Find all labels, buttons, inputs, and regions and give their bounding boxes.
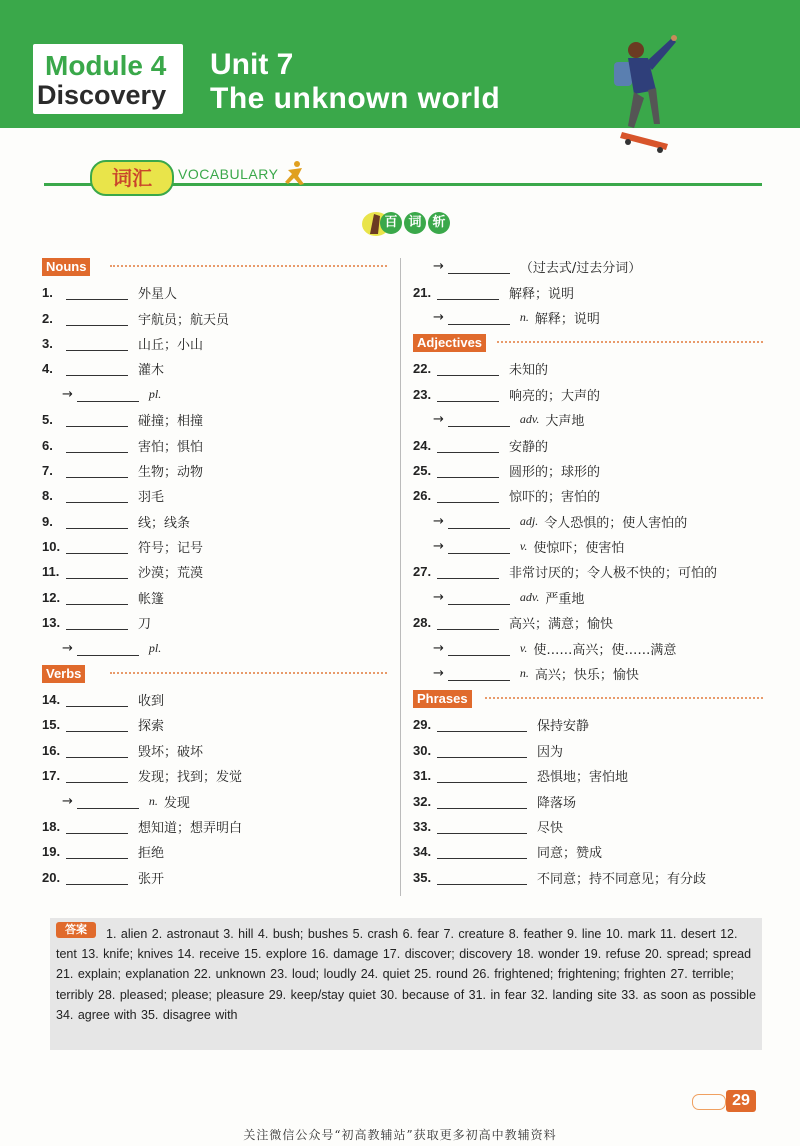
item-number: 30. [413,742,432,758]
answer-blank[interactable] [448,539,510,554]
item-number: 6. [42,437,53,453]
chinese-meaning: 不同意；持不同意见；有分歧 [537,871,707,887]
answer-blank[interactable] [66,768,128,783]
chinese-meaning: 因为 [537,744,564,760]
vocab-item [42,585,387,610]
section-phrases [413,688,763,706]
vocab-item [42,865,387,890]
section-label: Verbs [42,665,85,683]
chinese-meaning: 高兴；满意；愉快 [509,617,614,633]
item-number: 14. [42,692,61,708]
answer-blank[interactable] [448,590,510,605]
derived-form-item [413,509,763,534]
answer-blank[interactable] [66,311,128,326]
item-number: 18. [42,819,61,834]
chinese-meaning: 山丘；小山 [138,337,204,353]
item-number: 27. [413,564,432,580]
chinese-meaning: 线；线条 [138,515,191,531]
answer-blank[interactable] [66,361,128,376]
derived-form-item [42,382,387,407]
page-number-badge [692,1090,760,1114]
chinese-meaning: 严重地 [545,591,585,607]
derived-form-item [413,635,763,660]
item-number: 9. [42,513,53,529]
answer-blank[interactable] [448,641,510,656]
derived-form-item [413,661,763,686]
arrow-icon: → [433,640,444,656]
part-of-speech: pl. [148,640,162,655]
vocab-item [42,559,387,584]
answer-label: 答案 [56,922,96,938]
vocab-item [413,458,763,483]
item-number: 28. [413,615,432,631]
answer-blank[interactable] [66,539,128,554]
item-number: 33. [413,819,432,834]
vocab-item [42,610,387,635]
vocab-item [413,814,763,839]
chinese-meaning: 碰撞；相撞 [138,414,204,430]
item-number: 4. [42,361,53,377]
column-divider [400,258,401,896]
answer-blank[interactable] [448,412,510,427]
item-number: 17. [42,768,61,784]
arrow-icon: → [433,666,444,682]
right-column [413,254,763,890]
chinese-meaning: 惊吓的；害怕的 [509,490,601,506]
answer-blank[interactable] [437,870,527,885]
item-number: 25. [413,462,432,478]
answer-blank[interactable] [66,438,128,453]
chinese-meaning: 张开 [138,871,165,887]
page-decoration [692,1094,726,1110]
answer-blank[interactable] [66,590,128,605]
adjectives-list [413,356,763,686]
item-number: 12. [42,589,61,605]
chinese-meaning: 发现；找到；发觉 [138,770,243,786]
item-number: 7. [42,462,53,478]
vocab-item [413,763,763,788]
footer-watermark: 关注微信公众号“初高教辅站”获取更多初高中教辅资料 [243,1128,557,1142]
derived-form-item [413,305,763,330]
answer-blank[interactable] [437,438,499,453]
vocab-item [42,814,387,839]
chinese-meaning: （过去式/过去分词） [519,261,642,277]
page-number: 29 [726,1090,756,1112]
answer-blank[interactable] [77,387,139,402]
section-label: Nouns [42,258,90,276]
arrow-icon: → [62,640,73,656]
arrow-icon: → [62,386,73,402]
chinese-meaning: 宇航员；航天员 [138,312,230,328]
chinese-meaning: 灌木 [138,363,165,379]
answer-blank[interactable] [77,794,139,809]
answer-blank[interactable] [437,794,527,809]
chinese-meaning: 符号；记号 [138,541,204,557]
answer-blank[interactable] [437,387,499,402]
chinese-meaning: 非常讨厌的；令人极不快的；可怕的 [509,566,718,582]
part-of-speech: pl. [148,386,162,401]
item-number: 19. [42,844,61,860]
chinese-meaning: 圆形的；球形的 [509,464,601,480]
chinese-meaning: 毁坏；破坏 [138,744,204,760]
vocabulary-cn-label: 词汇 [90,160,174,196]
baicizhan-char: 词 [404,212,426,234]
answer-blank[interactable] [437,463,499,478]
answer-blank[interactable] [437,844,527,859]
section-nouns [42,256,387,274]
answer-blank[interactable] [66,717,128,732]
vocab-item [413,483,763,508]
derived-form-item [413,534,763,559]
item-number: 34. [413,844,432,860]
chinese-meaning: 高兴；快乐；愉快 [534,668,639,684]
item-number: 13. [42,615,61,631]
item-number: 1. [42,285,53,301]
chinese-meaning: 恐惧地；害怕地 [537,770,629,786]
derived-form-item [413,254,763,279]
answer-text: 1. alien 2. astronaut 3. hill 4. bush; bushes 5. crash 6. fear 7. creature 8. feather 9. line 10. mark 11. desert 12. tent 13. knife; knives 14. receive 15. explore 16. damage 17. discover; discovery 18. wonder 19. refuse 20. spread; spread 21. explain; explanation 22. unknown 23. loud; loudly 24. quiet 25. round 26. frightened; frightening; frighten 27. terrible; terribly 28. pleased; please; pleasure 29. keep/stay quiet 30. because of 31. in fear 32. landing site 33. as soon as possible 34. agree with 35. disagree with [56,927,756,1022]
item-number: 23. [413,386,432,402]
verbs-list [42,687,387,890]
nouns-list [42,280,387,661]
chinese-meaning: 未知的 [509,363,549,379]
part-of-speech: n. [148,793,158,808]
chinese-meaning: 解释；说明 [509,286,575,302]
vocab-item [413,610,763,635]
answer-blank[interactable] [437,768,527,783]
chinese-meaning: 降落场 [537,795,577,811]
item-number: 31. [413,768,432,784]
answer-blank[interactable] [437,488,499,503]
answer-blank[interactable] [448,259,510,274]
answer-blank[interactable] [448,310,510,325]
chinese-meaning: 刀 [138,617,152,633]
answer-blank[interactable] [437,615,499,630]
item-number: 3. [42,335,53,351]
answer-blank[interactable] [437,819,527,834]
derived-form-item [42,788,387,813]
vocab-item [413,356,763,381]
arrow-icon: → [433,309,444,325]
continued-list [413,254,763,330]
answer-blank[interactable] [66,692,128,707]
unit-title: The unknown world [210,82,501,115]
chinese-meaning: 探索 [138,719,165,735]
vocab-item [42,407,387,432]
part-of-speech: adv. [519,412,540,427]
answer-blank[interactable] [66,514,128,529]
module-title: Discovery [37,80,167,110]
vocab-item [42,458,387,483]
vocab-item [42,534,387,559]
answer-blank[interactable] [66,285,128,300]
arrow-icon: → [433,539,444,555]
answer-blank[interactable] [66,844,128,859]
arrow-icon: → [433,412,444,428]
vocab-item [42,432,387,457]
vocab-item [42,331,387,356]
answer-blank[interactable] [66,336,128,351]
section-label: Adjectives [413,334,486,352]
answer-blank[interactable] [66,488,128,503]
answer-blank[interactable] [66,870,128,885]
vocab-item [42,305,387,330]
chinese-meaning: 保持安静 [537,719,590,735]
item-number: 10. [42,539,61,555]
item-number: 24. [413,437,432,453]
vocab-item [42,763,387,788]
item-number: 20. [42,869,61,885]
chinese-meaning: 害怕；惧怕 [138,439,204,455]
answer-blank[interactable] [66,564,128,579]
item-number: 8. [42,488,53,504]
vocab-item [42,483,387,508]
arrow-icon: → [433,513,444,529]
chinese-meaning: 收到 [138,694,165,710]
answer-blank[interactable] [66,412,128,427]
answer-blank[interactable] [66,743,128,758]
section-label: Phrases [413,690,472,708]
chinese-meaning: 大声地 [545,414,585,430]
part-of-speech: v. [519,640,528,655]
chinese-meaning: 沙漠；荒漠 [138,566,204,582]
chinese-meaning: 安静的 [509,439,549,455]
item-number: 11. [42,564,60,580]
item-number: 26. [413,488,432,504]
chinese-meaning: 响亮的；大声的 [509,388,601,404]
derived-form-item [42,635,387,660]
part-of-speech: n. [519,309,529,324]
left-column [42,254,387,890]
vocab-item [413,559,763,584]
chinese-meaning: 外星人 [138,287,178,303]
vocab-item [413,788,763,813]
answer-blank[interactable] [66,615,128,630]
arrow-icon: → [433,259,444,275]
item-number: 32. [413,793,432,809]
item-number: 22. [413,361,432,377]
chinese-meaning: 使惊吓；使害怕 [533,541,625,557]
chinese-meaning: 令人恐惧的；使人害怕的 [544,515,688,531]
arrow-icon: → [433,589,444,605]
answer-blank[interactable] [437,717,527,732]
item-number: 2. [42,310,53,326]
unit-number: Unit 7 [210,48,294,81]
item-number: 29. [413,717,432,733]
vocab-item [42,356,387,381]
phrases-list [413,712,763,890]
item-number: 5. [42,412,53,428]
chinese-meaning: 使……高兴；使……满意 [533,642,677,658]
module-number: Module 4 [45,50,167,81]
vocab-item [413,432,763,457]
item-number: 16. [42,742,61,758]
chinese-meaning: 同意；赞成 [537,846,603,862]
vocab-item [42,712,387,737]
chinese-meaning: 生物；动物 [138,464,204,480]
part-of-speech: v. [519,539,528,554]
chinese-meaning: 发现 [163,795,190,811]
baicizhan-char: 百 [380,212,402,234]
item-number: 35. [413,869,432,885]
vocab-item [413,738,763,763]
derived-form-item [413,585,763,610]
vocab-item [413,712,763,737]
part-of-speech: n. [519,666,529,681]
vocab-item [42,738,387,763]
baicizhan-char: 斩 [428,212,450,234]
chinese-meaning: 尽快 [537,821,564,836]
vocab-item [42,280,387,305]
derived-form-item [413,407,763,432]
vocab-item [413,382,763,407]
chinese-meaning: 羽毛 [138,490,165,506]
part-of-speech: adj. [519,513,539,528]
answer-blank[interactable] [448,666,510,681]
baicizhan-title [380,212,450,234]
vocabulary-en-label: VOCABULARY [178,166,279,182]
answer-blank[interactable] [437,564,499,579]
chinese-meaning: 解释；说明 [534,311,600,327]
chinese-meaning: 拒绝 [138,846,165,862]
section-verbs [42,663,387,681]
item-number: 15. [42,717,61,733]
vocab-item [413,279,763,304]
answer-blank[interactable] [77,641,139,656]
vocab-item [42,687,387,712]
part-of-speech: adv. [519,589,540,604]
vocab-item [413,865,763,890]
module-box [33,44,183,114]
answer-box [50,918,762,1050]
arrow-icon: → [62,793,73,809]
runner-icon [282,160,306,186]
chinese-meaning: 想知道；想弄明白 [138,821,243,836]
section-adjectives [413,332,763,350]
answer-blank[interactable] [437,361,499,376]
answer-blank[interactable] [448,514,510,529]
vocab-item [42,839,387,864]
answer-blank[interactable] [66,819,128,834]
vocab-item [42,509,387,534]
answer-blank[interactable] [66,463,128,478]
skateboarder-illustration [598,28,688,158]
answer-blank[interactable] [437,285,499,300]
vocab-item [413,839,763,864]
item-number: 21. [413,284,432,300]
chinese-meaning: 帐篷 [138,591,165,607]
answer-blank[interactable] [437,743,527,758]
